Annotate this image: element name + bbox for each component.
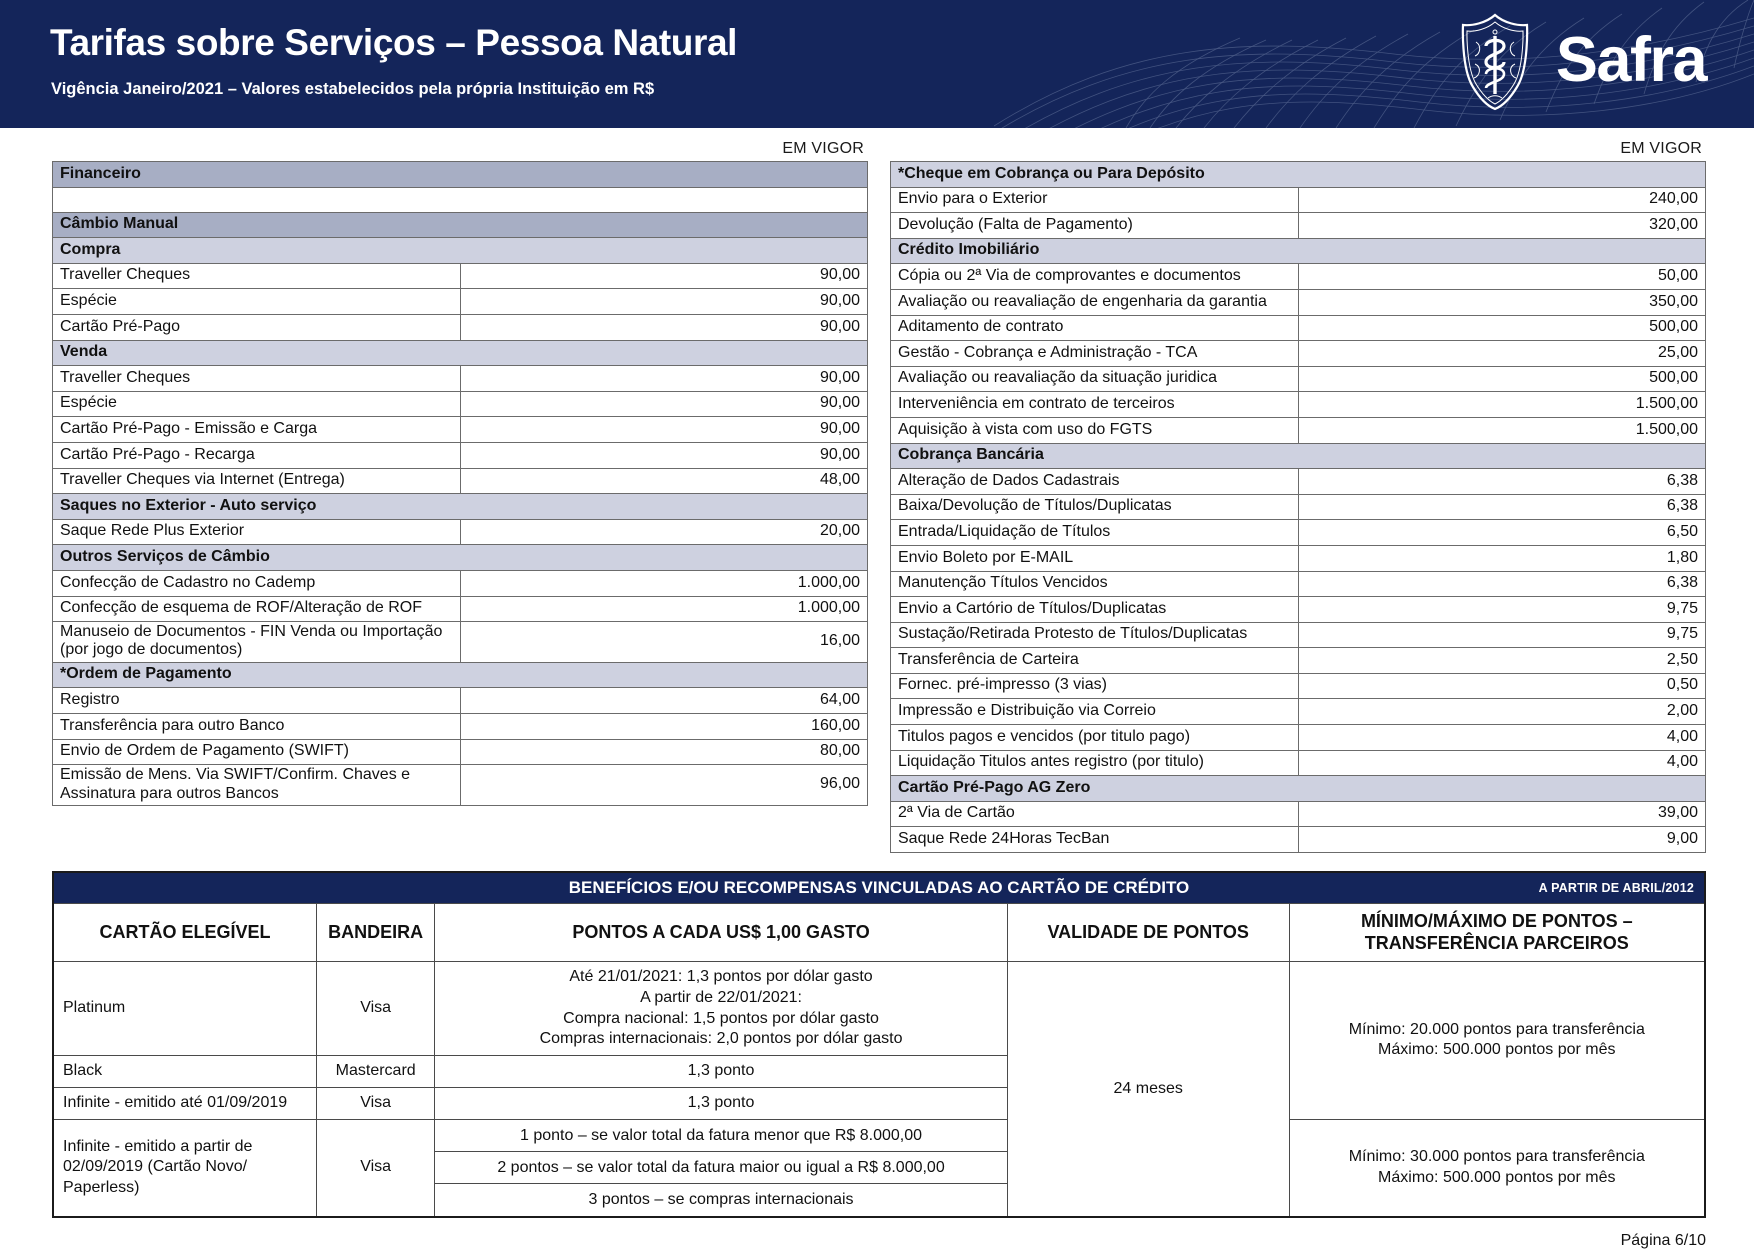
spacer-row	[53, 187, 868, 212]
fee-label: Transferência para outro Banco	[53, 714, 461, 740]
table-row	[53, 765, 868, 806]
cell-points-black: 1,3 ponto	[435, 1056, 1008, 1088]
cell-minmax-top: Mínimo: 20.000 pontos para transferência Máximo: 500.000 pontos por mês	[1289, 962, 1705, 1120]
fee-value: 4,00	[1298, 750, 1706, 776]
fee-value: 25,00	[1298, 341, 1706, 367]
col-header-points: PONTOS A CADA US$ 1,00 GASTO	[435, 904, 1008, 962]
page-title: Tarifas sobre Serviços – Pessoa Natural	[50, 22, 738, 63]
table-row	[53, 688, 868, 714]
cell-validity: 24 meses	[1007, 962, 1289, 1217]
subsection-header-row	[891, 776, 1706, 802]
table-row	[53, 366, 868, 392]
cell-brand-infinite-old: Visa	[317, 1088, 435, 1120]
cell-points-infinite-new	[435, 1119, 1008, 1217]
fee-label: Cartão Pré-Pago - Emissão e Carga	[53, 417, 461, 443]
table-row	[891, 597, 1706, 623]
fee-value: 6,50	[1298, 520, 1706, 546]
left-status-label: EM VIGOR	[782, 140, 864, 157]
fee-value: 50,00	[1298, 264, 1706, 290]
subsection-header-label: Outros Serviços de Câmbio	[53, 545, 868, 571]
fee-value: 350,00	[1298, 289, 1706, 315]
fee-label: Registro	[53, 688, 461, 714]
benefits-banner-row	[53, 872, 1705, 904]
fee-label: Espécie	[53, 289, 461, 315]
subsection-header-row	[891, 162, 1706, 188]
fee-label: 2ª Via de Cartão	[891, 801, 1299, 827]
fee-label: Envio Boleto por E-MAIL	[891, 545, 1299, 571]
fee-label: Envio para o Exterior	[891, 187, 1299, 213]
fee-value: 39,00	[1298, 801, 1706, 827]
fee-label: Cartão Pré-Pago - Recarga	[53, 442, 461, 468]
fee-value: 9,75	[1298, 597, 1706, 623]
fee-label: Gestão - Cobrança e Administração - TCA	[891, 341, 1299, 367]
table-row	[891, 341, 1706, 367]
subsection-header-row	[53, 545, 868, 571]
points-tier-row	[435, 1120, 1007, 1152]
fee-label: Emissão de Mens. Via SWIFT/Confirm. Chaves e Assinatura para outros Bancos	[53, 765, 461, 806]
subsection-header-label: Cartão Pré-Pago AG Zero	[891, 776, 1706, 802]
fee-label: Impressão e Distribuição via Correio	[891, 699, 1299, 725]
fee-value: 6,38	[1298, 494, 1706, 520]
right-rates-table	[890, 161, 1706, 853]
table-row	[891, 750, 1706, 776]
cell-card-infinite-new: Infinite - emitido a partir de 02/09/2019 (Cartão Novo/ Paperless)	[53, 1119, 317, 1217]
fee-label: Espécie	[53, 391, 461, 417]
fee-value: 1.000,00	[460, 596, 868, 622]
fee-label: Envio a Cartório de Títulos/Duplicatas	[891, 597, 1299, 623]
points-tier-row	[435, 1152, 1007, 1184]
page-header	[0, 0, 1754, 128]
fee-label: Confecção de Cadastro no Cademp	[53, 570, 461, 596]
col-header-card: CARTÃO ELEGÍVEL	[53, 904, 317, 962]
fee-value: 90,00	[460, 314, 868, 340]
cell-card-platinum: Platinum	[53, 962, 317, 1056]
fee-label: Aditamento de contrato	[891, 315, 1299, 341]
fee-value: 0,50	[1298, 673, 1706, 699]
table-row	[891, 827, 1706, 853]
cell-minmax-bottom: Mínimo: 30.000 pontos para transferência Máximo: 500.000 pontos por mês	[1289, 1119, 1705, 1217]
cell-card-infinite-old: Infinite - emitido até 01/09/2019	[53, 1088, 317, 1120]
fee-label: Traveller Cheques	[53, 263, 461, 289]
fee-value: 90,00	[460, 263, 868, 289]
fee-label: Avaliação ou reavaliação da situação juridica	[891, 366, 1299, 392]
fee-label: Devolução (Falta de Pagamento)	[891, 213, 1299, 239]
table-row	[891, 545, 1706, 571]
table-row	[53, 417, 868, 443]
points-tier-1: 1 ponto – se valor total da fatura menor que R$ 8.000,00	[435, 1120, 1007, 1152]
cell-brand-black: Mastercard	[317, 1056, 435, 1088]
rate-tables-container	[0, 128, 1754, 853]
section-header-label: Financeiro	[53, 162, 868, 188]
col-header-validity: VALIDADE DE PONTOS	[1007, 904, 1289, 962]
page-footer: Página 6/10	[1620, 1231, 1706, 1249]
subsection-header-row	[891, 238, 1706, 264]
subsection-header-label: Compra	[53, 238, 868, 264]
table-row	[891, 213, 1706, 239]
col-header-minmax: MÍNIMO/MÁXIMO DE PONTOS – TRANSFERÊNCIA PARCEIROS	[1289, 904, 1705, 962]
table-row	[53, 468, 868, 494]
table-row	[53, 739, 868, 765]
section-header-row	[53, 212, 868, 238]
fee-value: 160,00	[460, 714, 868, 740]
section-header-row	[53, 162, 868, 188]
fee-label: Transferência de Carteira	[891, 648, 1299, 674]
fee-value: 1.000,00	[460, 570, 868, 596]
table-row	[53, 314, 868, 340]
fee-value: 90,00	[460, 442, 868, 468]
brand-logo	[1456, 12, 1706, 112]
table-row	[891, 392, 1706, 418]
fee-value: 1.500,00	[1298, 392, 1706, 418]
fee-label: Avaliação ou reavaliação de engenharia da garantia	[891, 289, 1299, 315]
fee-label: Manutenção Títulos Vencidos	[891, 571, 1299, 597]
benefits-banner-note: A PARTIR DE ABRIL/2012	[1538, 881, 1694, 896]
fee-value: 500,00	[1298, 315, 1706, 341]
right-status-label: EM VIGOR	[1620, 140, 1702, 157]
safra-crest-icon	[1456, 12, 1534, 112]
spacer-cell	[53, 187, 868, 212]
subsection-header-label: Crédito Imobiliário	[891, 238, 1706, 264]
table-row	[891, 264, 1706, 290]
fee-label: Liquidação Titulos antes registro (por titulo)	[891, 750, 1299, 776]
cell-points-infinite-old: 1,3 ponto	[435, 1088, 1008, 1120]
page-subtitle: Vigência Janeiro/2021 – Valores estabelecidos pela própria Instituição em R$	[51, 80, 655, 98]
page-body	[0, 128, 1754, 1250]
fee-label: Baixa/Devolução de Títulos/Duplicatas	[891, 494, 1299, 520]
fee-value: 6,38	[1298, 571, 1706, 597]
fee-label: Confecção de esquema de ROF/Alteração de ROF	[53, 596, 461, 622]
table-row	[891, 289, 1706, 315]
table-row	[891, 571, 1706, 597]
points-tier-row	[435, 1184, 1007, 1216]
subsection-header-label: Venda	[53, 340, 868, 366]
col-header-brand: BANDEIRA	[317, 904, 435, 962]
fee-value: 90,00	[460, 366, 868, 392]
fee-value: 500,00	[1298, 366, 1706, 392]
fee-value: 96,00	[460, 765, 868, 806]
points-tier-2: 2 pontos – se valor total da fatura maior ou igual a R$ 8.000,00	[435, 1152, 1007, 1184]
fee-value: 240,00	[1298, 187, 1706, 213]
cell-brand-infinite-new: Visa	[317, 1119, 435, 1217]
fee-value: 16,00	[460, 622, 868, 663]
fee-value: 4,00	[1298, 725, 1706, 751]
table-row	[53, 714, 868, 740]
table-row	[891, 520, 1706, 546]
right-rate-column	[890, 134, 1706, 853]
fee-label: Manuseio de Documentos - FIN Venda ou Importação (por jogo de documentos)	[53, 622, 461, 663]
fee-label: Interveniência em contrato de terceiros	[891, 392, 1299, 418]
table-row	[891, 187, 1706, 213]
fee-value: 1,80	[1298, 545, 1706, 571]
fee-label: Alteração de Dados Cadastrais	[891, 469, 1299, 495]
subsection-header-row	[891, 443, 1706, 469]
subsection-header-row	[53, 662, 868, 688]
fee-value: 90,00	[460, 417, 868, 443]
fee-value: 9,00	[1298, 827, 1706, 853]
fee-value: 2,00	[1298, 699, 1706, 725]
table-row	[53, 263, 868, 289]
fee-value: 90,00	[460, 289, 868, 315]
table-row	[53, 519, 868, 545]
fee-label: Aquisição à vista com uso do FGTS	[891, 417, 1299, 443]
table-row	[891, 469, 1706, 495]
subsection-header-row	[53, 340, 868, 366]
fee-value: 2,50	[1298, 648, 1706, 674]
fee-label: Cópia ou 2ª Via de comprovantes e documentos	[891, 264, 1299, 290]
subsection-header-row	[53, 238, 868, 264]
benefits-banner-title: BENEFÍCIOS E/OU RECOMPENSAS VINCULADAS AO CARTÃO DE CRÉDITO	[568, 878, 1190, 898]
subsection-header-label: *Ordem de Pagamento	[53, 662, 868, 688]
benefits-section	[0, 853, 1754, 1218]
fee-value: 64,00	[460, 688, 868, 714]
fee-label: Saque Rede 24Horas TecBan	[891, 827, 1299, 853]
fee-value: 6,38	[1298, 469, 1706, 495]
table-row	[891, 801, 1706, 827]
fee-label: Envio de Ordem de Pagamento (SWIFT)	[53, 739, 461, 765]
fee-label: Entrada/Liquidação de Títulos	[891, 520, 1299, 546]
fee-value: 9,75	[1298, 622, 1706, 648]
fee-value: 48,00	[460, 468, 868, 494]
points-tier-table	[435, 1120, 1007, 1216]
table-row	[891, 315, 1706, 341]
table-row	[53, 391, 868, 417]
fee-label: Sustação/Retirada Protesto de Títulos/Duplicatas	[891, 622, 1299, 648]
cell-brand-platinum: Visa	[317, 962, 435, 1056]
left-rates-table	[52, 161, 868, 806]
fee-label: Traveller Cheques	[53, 366, 461, 392]
left-rate-column	[52, 134, 868, 853]
fee-value: 20,00	[460, 519, 868, 545]
cell-card-black: Black	[53, 1056, 317, 1088]
table-row	[891, 494, 1706, 520]
fee-value: 90,00	[460, 391, 868, 417]
table-row	[891, 699, 1706, 725]
table-row	[891, 725, 1706, 751]
cell-points-platinum: Até 21/01/2021: 1,3 pontos por dólar gasto A partir de 22/01/2021: Compra nacional: 1,5 pontos por dólar gasto Compras internacionais: 2,0 pontos por dólar gasto	[435, 962, 1008, 1056]
fee-label: Fornec. pré-impresso (3 vias)	[891, 673, 1299, 699]
fee-value: 320,00	[1298, 213, 1706, 239]
table-row	[891, 673, 1706, 699]
fee-value: 80,00	[460, 739, 868, 765]
table-row	[53, 962, 1705, 1056]
benefits-table	[52, 871, 1706, 1218]
table-row	[53, 570, 868, 596]
benefits-banner	[53, 872, 1705, 904]
table-row	[53, 289, 868, 315]
table-row	[891, 366, 1706, 392]
fee-value: 1.500,00	[1298, 417, 1706, 443]
fee-label: Saque Rede Plus Exterior	[53, 519, 461, 545]
table-row	[891, 648, 1706, 674]
section-header-label: Câmbio Manual	[53, 212, 868, 238]
points-tier-3: 3 pontos – se compras internacionais	[435, 1184, 1007, 1216]
subsection-header-label: Saques no Exterior - Auto serviço	[53, 494, 868, 520]
subsection-header-row	[53, 494, 868, 520]
benefits-header-row	[53, 904, 1705, 962]
subsection-header-label: Cobrança Bancária	[891, 443, 1706, 469]
table-row	[53, 622, 868, 663]
fee-label: Titulos pagos e vencidos (por titulo pago)	[891, 725, 1299, 751]
table-row	[891, 622, 1706, 648]
subsection-header-label: *Cheque em Cobrança ou Para Depósito	[891, 162, 1706, 188]
brand-wordmark: Safra	[1555, 24, 1706, 95]
table-row	[53, 442, 868, 468]
fee-label: Cartão Pré-Pago	[53, 314, 461, 340]
table-row	[891, 417, 1706, 443]
table-row	[53, 596, 868, 622]
fee-label: Traveller Cheques via Internet (Entrega)	[53, 468, 461, 494]
